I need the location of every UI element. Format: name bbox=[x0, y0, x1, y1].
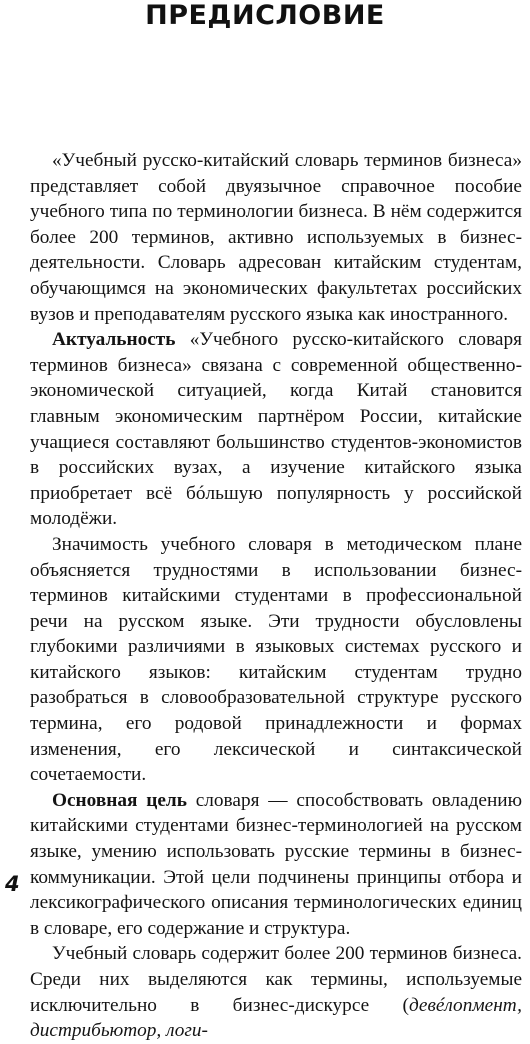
paragraph-intro bbox=[30, 148, 522, 327]
paragraph-significance bbox=[30, 532, 522, 788]
paragraph-relevance bbox=[30, 327, 522, 532]
paragraph-lead: Актуальность bbox=[52, 329, 176, 351]
page-number: 4 bbox=[5, 872, 20, 896]
paragraph-text: «Учебный русско-китайский словарь терминов бизнеса» представляет собой двуязычное справочное пособие учебного типа по терминологии бизнеса. В нём содержится более 200 терминов, активно используемых в бизнес-деятельности. Словарь адресован китайским студентам, обучающимся на экономических факультетах российских вузов и преподавателям русского языка как иностранного. bbox=[30, 150, 522, 325]
paragraph-text: словаря — способствовать овладению китайскими студентами бизнес-терминологией на русском языке, умению использовать русские термины в бизнес-коммуникации. Этой цели подчинены принципы отбора и лексикографического описания терминологических единиц в словаре, его содержание и структура. bbox=[30, 789, 522, 939]
paragraph-goal bbox=[30, 788, 522, 942]
paragraph-text: Значимость учебного словаря в методическом плане объясняется трудностями в использовании бизнес-терминов китайскими студентами в профессиональной речи на русском языке. Эти трудности обусловлены глубокими различиями в языковых системах русского и китайского языков: китайским студентам трудно разобраться в словообразовательной структуре русского термина, его родовой принадлежности и формах изменения, его лексической и синтаксической сочетаемости. bbox=[30, 533, 522, 786]
page-heading: ПРЕДИСЛОВИЕ bbox=[145, 0, 385, 31]
paragraph-contents bbox=[30, 941, 522, 1043]
paragraph-italic-terms: девéлопмент, дистрибьютор, логи- bbox=[30, 994, 522, 1042]
paragraph-lead: Основная цель bbox=[52, 789, 187, 811]
body-text bbox=[30, 148, 522, 1044]
paragraph-text: «Учебного русско-китайского словаря терминов бизнеса» связана с современной общественно-экономической ситуацией, когда Китай становится главным экономическим партнёром России, китайские учащиеся составляют большинство студентов-экономистов в российских вузах, а изучение китайского языка приобретает всё бóльшую популярность у российской молодёжи. bbox=[30, 329, 522, 530]
paragraph-text: Учебный словарь содержит более 200 терминов бизнеса. Среди них выделяются как термины, используемые исключительно в бизнес-дискурсе ( bbox=[30, 943, 522, 1016]
